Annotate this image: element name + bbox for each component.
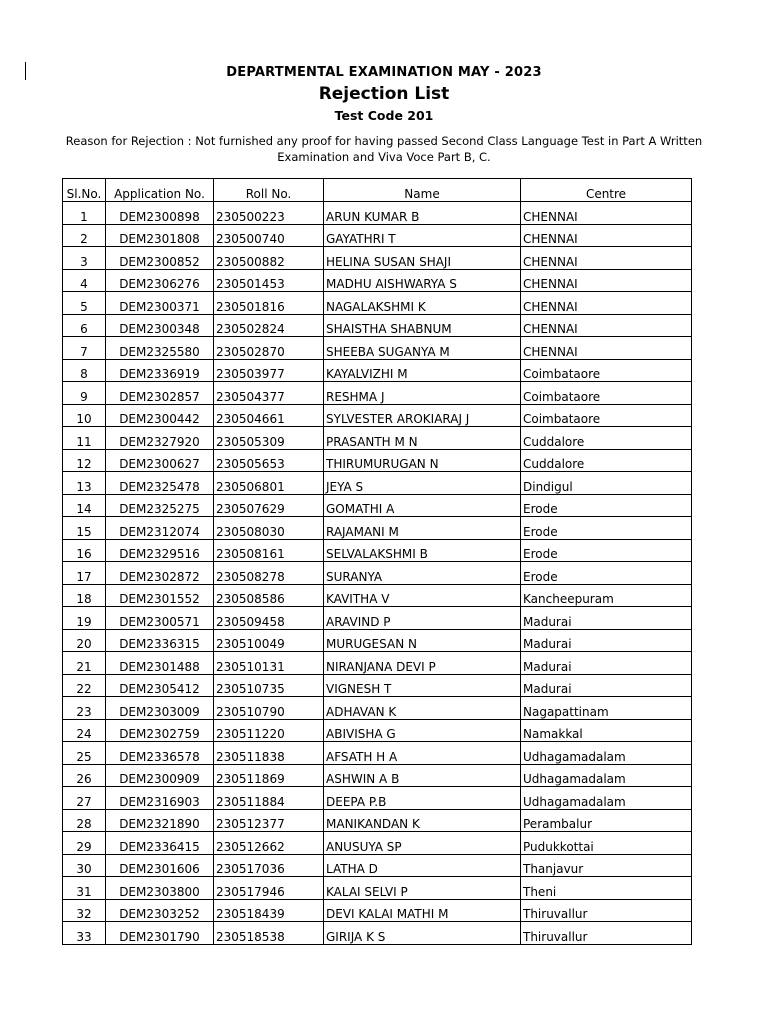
cell-name: GAYATHRI T (324, 224, 521, 247)
cell-roll-no: 230505309 (214, 427, 324, 450)
cell-name: MURUGESAN N (324, 629, 521, 652)
cell-application-no: DEM2336315 (106, 629, 214, 652)
test-code: Test Code 201 (334, 108, 434, 123)
cell-name: RESHMA J (324, 382, 521, 405)
cell-application-no: DEM2325478 (106, 472, 214, 495)
cell-application-no: DEM2316903 (106, 787, 214, 810)
cell-sl-no: 2 (63, 224, 106, 247)
cell-centre: Thiruvallur (521, 899, 692, 922)
cell-application-no: DEM2302857 (106, 382, 214, 405)
cell-centre: Udhagamadalam (521, 787, 692, 810)
cell-name: GOMATHI A (324, 494, 521, 517)
rejection-reason-line-1: Reason for Rejection : Not furnished any proof for having passed Second Class Language Test in Part A Written (65, 134, 703, 148)
table-row (63, 607, 692, 630)
header-name: Name (324, 179, 521, 202)
cell-name: ANUSUYA SP (324, 832, 521, 855)
cell-sl-no: 12 (63, 449, 106, 472)
cell-sl-no: 18 (63, 584, 106, 607)
cell-application-no: DEM2302759 (106, 719, 214, 742)
cell-centre: Coimbataore (521, 359, 692, 382)
cell-roll-no: 230511884 (214, 787, 324, 810)
cell-centre: Kancheepuram (521, 584, 692, 607)
cell-name: LATHA D (324, 854, 521, 877)
cell-sl-no: 11 (63, 427, 106, 450)
cell-name: DEVI KALAI MATHI M (324, 899, 521, 922)
cell-roll-no: 230508278 (214, 562, 324, 585)
cell-roll-no: 230502824 (214, 314, 324, 337)
cell-name: SELVALAKSHMI B (324, 539, 521, 562)
cell-application-no: DEM2325275 (106, 494, 214, 517)
cell-name: ABIVISHA G (324, 719, 521, 742)
table-row (63, 629, 692, 652)
header-centre: Centre (521, 179, 692, 202)
cell-name: SHAISTHA SHABNUM (324, 314, 521, 337)
table-body (63, 202, 692, 945)
rejection-table (62, 178, 692, 945)
cell-centre: Madurai (521, 629, 692, 652)
table-row (63, 382, 692, 405)
cell-centre: Perambalur (521, 809, 692, 832)
cell-sl-no: 14 (63, 494, 106, 517)
cell-roll-no: 230500223 (214, 202, 324, 225)
cell-centre: Cuddalore (521, 449, 692, 472)
cell-application-no: DEM2336415 (106, 832, 214, 855)
cell-centre: Thiruvallur (521, 922, 692, 945)
cell-roll-no: 230504661 (214, 404, 324, 427)
cell-roll-no: 230510049 (214, 629, 324, 652)
cell-application-no: DEM2300371 (106, 292, 214, 315)
cell-centre: CHENNAI (521, 337, 692, 360)
table-row (63, 449, 692, 472)
table-row (63, 922, 692, 945)
cell-name: VIGNESH T (324, 674, 521, 697)
cell-roll-no: 230504377 (214, 382, 324, 405)
header-application-no: Application No. (106, 179, 214, 202)
cell-name: AFSATH H A (324, 742, 521, 765)
cell-sl-no: 10 (63, 404, 106, 427)
cell-centre: CHENNAI (521, 247, 692, 270)
cell-application-no: DEM2321890 (106, 809, 214, 832)
cell-sl-no: 8 (63, 359, 106, 382)
cell-centre: Erode (521, 539, 692, 562)
cell-name: SHEEBA SUGANYA M (324, 337, 521, 360)
cell-sl-no: 6 (63, 314, 106, 337)
cell-roll-no: 230510735 (214, 674, 324, 697)
cell-centre: CHENNAI (521, 314, 692, 337)
table-row (63, 292, 692, 315)
cell-roll-no: 230508030 (214, 517, 324, 540)
table-row (63, 472, 692, 495)
cell-application-no: DEM2301488 (106, 652, 214, 675)
table-header-row (63, 179, 692, 202)
cell-name: NIRANJANA DEVI P (324, 652, 521, 675)
cell-roll-no: 230518538 (214, 922, 324, 945)
cell-sl-no: 4 (63, 269, 106, 292)
cell-application-no: DEM2312074 (106, 517, 214, 540)
cell-roll-no: 230510131 (214, 652, 324, 675)
cell-name: GIRIJA K S (324, 922, 521, 945)
cell-application-no: DEM2302872 (106, 562, 214, 585)
cell-application-no: DEM2301790 (106, 922, 214, 945)
cell-name: DEEPA P.B (324, 787, 521, 810)
cell-sl-no: 17 (63, 562, 106, 585)
cell-roll-no: 230501453 (214, 269, 324, 292)
cell-centre: Coimbataore (521, 404, 692, 427)
cell-roll-no: 230506801 (214, 472, 324, 495)
table-row (63, 854, 692, 877)
cell-sl-no: 16 (63, 539, 106, 562)
cell-roll-no: 230510790 (214, 697, 324, 720)
cell-centre: Madurai (521, 674, 692, 697)
cell-application-no: DEM2301606 (106, 854, 214, 877)
table-row (63, 809, 692, 832)
cell-centre: Dindigul (521, 472, 692, 495)
cell-centre: CHENNAI (521, 292, 692, 315)
table-row (63, 269, 692, 292)
cell-sl-no: 32 (63, 899, 106, 922)
cell-name: THIRUMURUGAN N (324, 449, 521, 472)
cell-roll-no: 230511220 (214, 719, 324, 742)
table-row (63, 697, 692, 720)
cell-name: JEYA S (324, 472, 521, 495)
table-row (63, 787, 692, 810)
cell-roll-no: 230512662 (214, 832, 324, 855)
cell-sl-no: 15 (63, 517, 106, 540)
table-row (63, 494, 692, 517)
table-row (63, 764, 692, 787)
table-row (63, 337, 692, 360)
cell-sl-no: 29 (63, 832, 106, 855)
cell-roll-no: 230503977 (214, 359, 324, 382)
cell-name: KALAI SELVI P (324, 877, 521, 900)
cell-centre: Coimbataore (521, 382, 692, 405)
cell-centre: Udhagamadalam (521, 742, 692, 765)
cell-centre: CHENNAI (521, 224, 692, 247)
cell-roll-no: 230500740 (214, 224, 324, 247)
rejection-reason (30, 133, 738, 165)
cell-sl-no: 28 (63, 809, 106, 832)
cell-roll-no: 230501816 (214, 292, 324, 315)
cell-name: ARAVIND P (324, 607, 521, 630)
cell-sl-no: 22 (63, 674, 106, 697)
cell-roll-no: 230507629 (214, 494, 324, 517)
cell-application-no: DEM2300898 (106, 202, 214, 225)
cell-application-no: DEM2336919 (106, 359, 214, 382)
table-row (63, 247, 692, 270)
cell-sl-no: 30 (63, 854, 106, 877)
table-row (63, 742, 692, 765)
cell-sl-no: 33 (63, 922, 106, 945)
cell-application-no: DEM2303252 (106, 899, 214, 922)
cell-name: NAGALAKSHMI K (324, 292, 521, 315)
table-row (63, 539, 692, 562)
table-row (63, 652, 692, 675)
cell-name: SURANYA (324, 562, 521, 585)
cell-sl-no: 1 (63, 202, 106, 225)
header-roll-no: Roll No. (214, 179, 324, 202)
cell-application-no: DEM2300571 (106, 607, 214, 630)
cell-centre: Erode (521, 562, 692, 585)
cell-sl-no: 27 (63, 787, 106, 810)
table-row (63, 832, 692, 855)
cell-centre: Erode (521, 517, 692, 540)
cell-sl-no: 13 (63, 472, 106, 495)
cell-sl-no: 9 (63, 382, 106, 405)
cell-name: PRASANTH M N (324, 427, 521, 450)
cell-centre: Theni (521, 877, 692, 900)
cell-name: HELINA SUSAN SHAJI (324, 247, 521, 270)
cell-sl-no: 19 (63, 607, 106, 630)
cell-name: ADHAVAN K (324, 697, 521, 720)
cell-application-no: DEM2300909 (106, 764, 214, 787)
cell-application-no: DEM2325580 (106, 337, 214, 360)
cell-application-no: DEM2303800 (106, 877, 214, 900)
cell-application-no: DEM2305412 (106, 674, 214, 697)
cell-roll-no: 230505653 (214, 449, 324, 472)
table-row (63, 877, 692, 900)
cell-roll-no: 230502870 (214, 337, 324, 360)
cell-application-no: DEM2300442 (106, 404, 214, 427)
table-row (63, 899, 692, 922)
cell-name: ASHWIN A B (324, 764, 521, 787)
cell-application-no: DEM2306276 (106, 269, 214, 292)
cell-application-no: DEM2300348 (106, 314, 214, 337)
cell-centre: Cuddalore (521, 427, 692, 450)
header-sl-no: Sl.No. (63, 179, 106, 202)
page-title: Rejection List (318, 84, 450, 104)
cell-application-no: DEM2300627 (106, 449, 214, 472)
cell-centre: Madurai (521, 607, 692, 630)
cell-name: RAJAMANI M (324, 517, 521, 540)
cell-application-no: DEM2329516 (106, 539, 214, 562)
cell-name: KAVITHA V (324, 584, 521, 607)
table-row (63, 584, 692, 607)
table-row (63, 562, 692, 585)
cell-roll-no: 230517036 (214, 854, 324, 877)
cell-application-no: DEM2301552 (106, 584, 214, 607)
cell-application-no: DEM2336578 (106, 742, 214, 765)
cell-sl-no: 25 (63, 742, 106, 765)
rejection-reason-line-2: Examination and Viva Voce Part B, C. (277, 150, 491, 164)
cell-application-no: DEM2303009 (106, 697, 214, 720)
cell-sl-no: 24 (63, 719, 106, 742)
cell-roll-no: 230508161 (214, 539, 324, 562)
table-row (63, 202, 692, 225)
cell-sl-no: 21 (63, 652, 106, 675)
cell-centre: Madurai (521, 652, 692, 675)
table-row (63, 314, 692, 337)
cell-name: MANIKANDAN K (324, 809, 521, 832)
table-row (63, 674, 692, 697)
cell-name: MADHU AISHWARYA S (324, 269, 521, 292)
table-row (63, 719, 692, 742)
cell-name: SYLVESTER AROKIARAJ J (324, 404, 521, 427)
cell-centre: CHENNAI (521, 269, 692, 292)
cell-centre: Namakkal (521, 719, 692, 742)
cell-roll-no: 230518439 (214, 899, 324, 922)
exam-heading: DEPARTMENTAL EXAMINATION MAY - 2023 (226, 65, 542, 80)
cell-application-no: DEM2301808 (106, 224, 214, 247)
cell-sl-no: 31 (63, 877, 106, 900)
table-row (63, 404, 692, 427)
cell-sl-no: 20 (63, 629, 106, 652)
table-row (63, 517, 692, 540)
cell-application-no: DEM2327920 (106, 427, 214, 450)
cell-centre: Pudukkottai (521, 832, 692, 855)
cell-sl-no: 3 (63, 247, 106, 270)
cell-centre: Nagapattinam (521, 697, 692, 720)
cell-centre: CHENNAI (521, 202, 692, 225)
cell-roll-no: 230508586 (214, 584, 324, 607)
cell-roll-no: 230517946 (214, 877, 324, 900)
table-row (63, 224, 692, 247)
cell-roll-no: 230511869 (214, 764, 324, 787)
cell-roll-no: 230500882 (214, 247, 324, 270)
cell-application-no: DEM2300852 (106, 247, 214, 270)
cell-roll-no: 230509458 (214, 607, 324, 630)
cell-sl-no: 23 (63, 697, 106, 720)
cell-centre: Erode (521, 494, 692, 517)
cell-sl-no: 5 (63, 292, 106, 315)
cell-name: KAYALVIZHI M (324, 359, 521, 382)
cell-centre: Udhagamadalam (521, 764, 692, 787)
cell-roll-no: 230511838 (214, 742, 324, 765)
cell-roll-no: 230512377 (214, 809, 324, 832)
table-row (63, 359, 692, 382)
cell-sl-no: 7 (63, 337, 106, 360)
cell-sl-no: 26 (63, 764, 106, 787)
cell-centre: Thanjavur (521, 854, 692, 877)
cell-name: ARUN KUMAR B (324, 202, 521, 225)
table-row (63, 427, 692, 450)
